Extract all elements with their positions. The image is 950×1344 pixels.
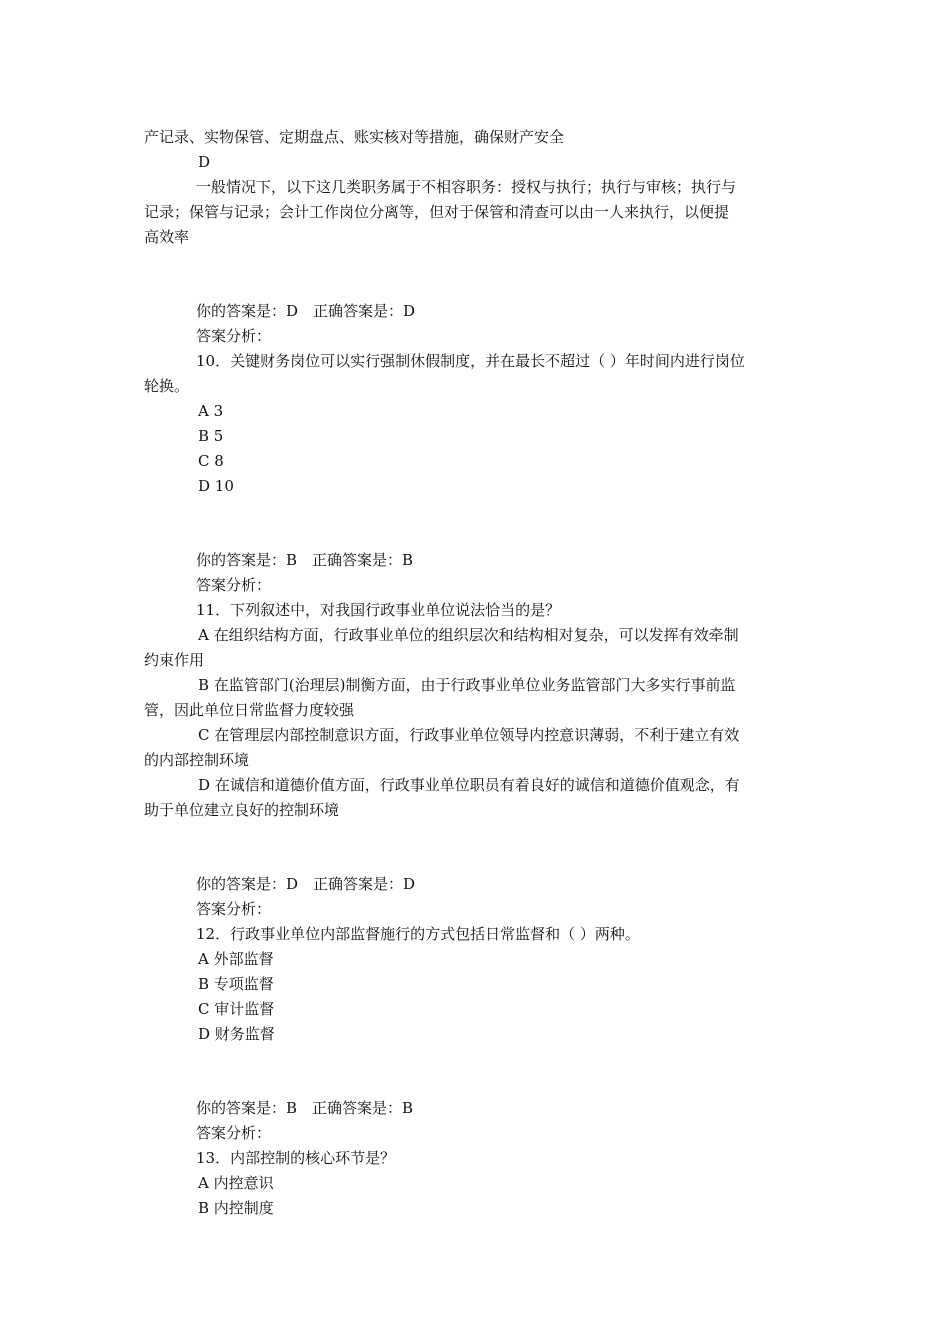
- question-11-option-a: A 在组织结构方面，行政事业单位的组织层次和结构相对复杂，可以发挥有效牵制: [198, 626, 739, 644]
- prev-option-d: D: [198, 153, 211, 171]
- question-11-option-a-cont: 约束作用: [144, 651, 205, 669]
- answer-result: 你的答案是：D 正确答案是：D: [196, 302, 416, 320]
- question-13-option-a: A 内控意识: [198, 1174, 274, 1192]
- answer-analysis-label: 答案分析：: [196, 1124, 272, 1142]
- question-12-title: 12．行政事业单位内部监督施行的方式包括日常监督和（ ）两种。: [196, 925, 640, 943]
- question-11-option-d: D 在诚信和道德价值方面，行政事业单位职员有着良好的诚信和道德价值观念，有: [198, 776, 740, 794]
- answer-result: 你的答案是：D 正确答案是：D: [196, 875, 416, 893]
- question-12-option-a: A 外部监督: [198, 950, 274, 968]
- question-11-option-b: B 在监管部门(治理层)制衡方面，由于行政事业单位业务监管部门大多实行事前监: [198, 676, 736, 694]
- answer-analysis-label: 答案分析：: [196, 327, 272, 345]
- explanation-line: 高效率: [144, 228, 190, 246]
- question-13-title: 13．内部控制的核心环节是？: [196, 1149, 396, 1167]
- question-11-option-b-cont: 管，因此单位日常监督力度较强: [144, 701, 355, 719]
- question-11-option-c: C 在管理层内部控制意识方面，行政事业单位领导内控意识薄弱，不利于建立有效: [198, 726, 740, 744]
- question-10-option-d: D 10: [198, 477, 234, 495]
- answer-result: 你的答案是：B 正确答案是：B: [196, 551, 414, 569]
- explanation-line: 一般情况下，以下这几类职务属于不相容职务：授权与执行；执行与审核；执行与: [196, 178, 737, 196]
- question-11-option-c-cont: 的内部控制环境: [144, 751, 250, 769]
- question-10-title-cont: 轮换。: [144, 377, 190, 395]
- answer-analysis-label: 答案分析：: [196, 900, 272, 918]
- question-11-title: 11．下列叙述中，对我国行政事业单位说法恰当的是？: [196, 601, 561, 619]
- prev-option-text: 产记录、实物保管、定期盘点、账实核对等措施，确保财产安全: [144, 128, 565, 146]
- question-12-option-d: D 财务监督: [198, 1025, 275, 1043]
- question-10-option-c: C 8: [198, 452, 224, 470]
- question-11-option-d-cont: 助于单位建立良好的控制环境: [144, 801, 340, 819]
- question-12-option-c: C 审计监督: [198, 1000, 275, 1018]
- question-10-title: 10．关键财务岗位可以实行强制休假制度，并在最长不超过（ ）年时间内进行岗位: [196, 352, 745, 370]
- question-12-option-b: B 专项监督: [198, 975, 274, 993]
- question-13-option-b: B 内控制度: [198, 1199, 274, 1217]
- answer-result: 你的答案是：B 正确答案是：B: [196, 1099, 414, 1117]
- explanation-line: 记录；保管与记录；会计工作岗位分离等，但对于保管和清查可以由一人来执行，以便提: [144, 203, 730, 221]
- answer-analysis-label: 答案分析：: [196, 576, 272, 594]
- question-10-option-b: B 5: [198, 427, 224, 445]
- question-10-option-a: A 3: [198, 402, 224, 420]
